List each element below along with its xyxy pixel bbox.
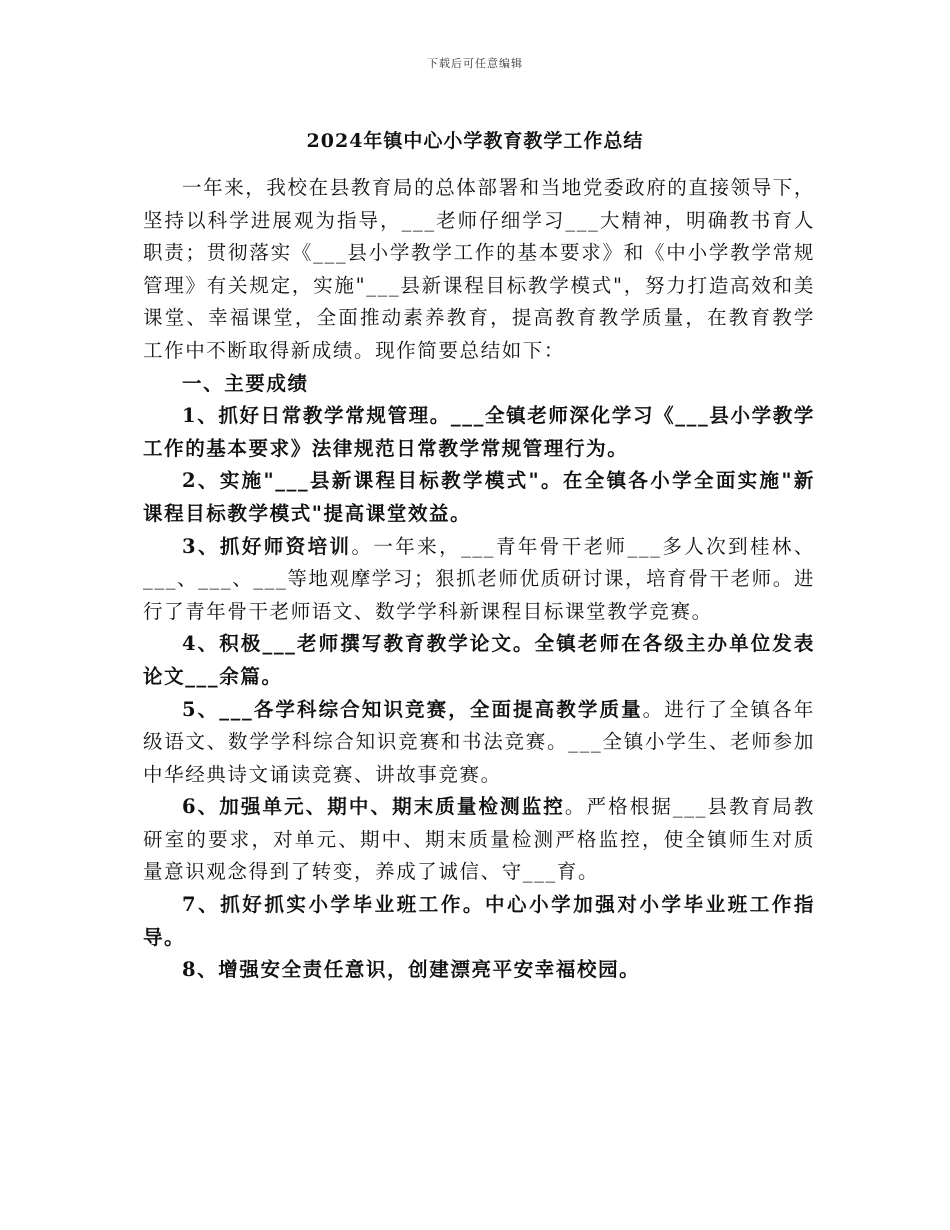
item-text: 。进行了全镇各年级语文、数学学科综合知识竞赛和书法竞赛。___全镇小学生、老师参加中华经典诗文诵读竞赛、讲故事竞赛。 bbox=[143, 697, 815, 786]
document-title: 2024年镇中心小学教育教学工作总结 bbox=[306, 130, 644, 152]
header-note: 下载后可任意编辑 bbox=[427, 57, 523, 70]
item-heading: 3、抓好师资培训 bbox=[182, 534, 352, 558]
item-paragraph-6 bbox=[143, 791, 815, 889]
item-paragraph-8 bbox=[143, 954, 815, 987]
intro-paragraph: 一年来，我校在县教育局的总体部署和当地党委政府的直接领导下，坚持以科学进展观为指导，___老师仔细学习___大精神，明确教书育人职责；贯彻落实《___县小学教学工作的基本要求》和《中小学教学常规管理》有关规定，实施"___县新课程目标教学模式"，努力打造高效和美课堂、幸福课堂，全面推动素养教育，提高教育教学质量，在教育教学工作中不断取得新成绩。现作简要总结如下： bbox=[143, 176, 816, 362]
item-paragraph-4 bbox=[143, 628, 815, 693]
section-heading: 一、主要成绩 bbox=[182, 371, 309, 395]
item-text: 。严格根据___县教育局教研室的要求，对单元、期中、期末质量检测严格监控，使全镇师生对质量意识观念得到了转变，养成了诚信、守___育。 bbox=[143, 795, 815, 884]
item-heading: 7、抓好抓实小学毕业班工作。中心小学加强对小学毕业班工作指导。 bbox=[143, 893, 815, 949]
item-text: 。一年来，___青年骨干老师___多人次到桂林、___、___、___等地观摩学习；狠抓老师优质研讨课，培育骨干老师。进行了青年骨干老师语文、数学学科新课程目标课堂教学竞赛。 bbox=[143, 534, 815, 623]
item-heading: 5、___各学科综合知识竞赛，全面提高教学质量 bbox=[182, 697, 643, 721]
item-heading: 4、积极___老师撰写教育教学论文。全镇老师在各级主办单位发表论文___余篇。 bbox=[143, 632, 815, 688]
item-paragraph-1 bbox=[143, 400, 815, 465]
item-paragraph-5 bbox=[143, 694, 815, 792]
item-heading: 8、增强安全责任意识，创建漂亮平安幸福校园。 bbox=[182, 958, 641, 982]
item-heading: 1、抓好日常教学常规管理。___全镇老师深化学习《___县小学教学工作的基本要求》法律规范日常教学常规管理行为。 bbox=[143, 404, 815, 460]
item-paragraph-7 bbox=[143, 889, 815, 954]
item-paragraph-3 bbox=[143, 531, 815, 629]
item-heading: 6、加强单元、期中、期末质量检测监控 bbox=[182, 795, 565, 819]
item-paragraph-2 bbox=[143, 465, 815, 530]
item-heading: 2、实施"___县新课程目标教学模式"。在全镇各小学全面实施"新课程目标教学模式"提高课堂效益。 bbox=[143, 469, 815, 525]
document-body bbox=[143, 172, 815, 987]
